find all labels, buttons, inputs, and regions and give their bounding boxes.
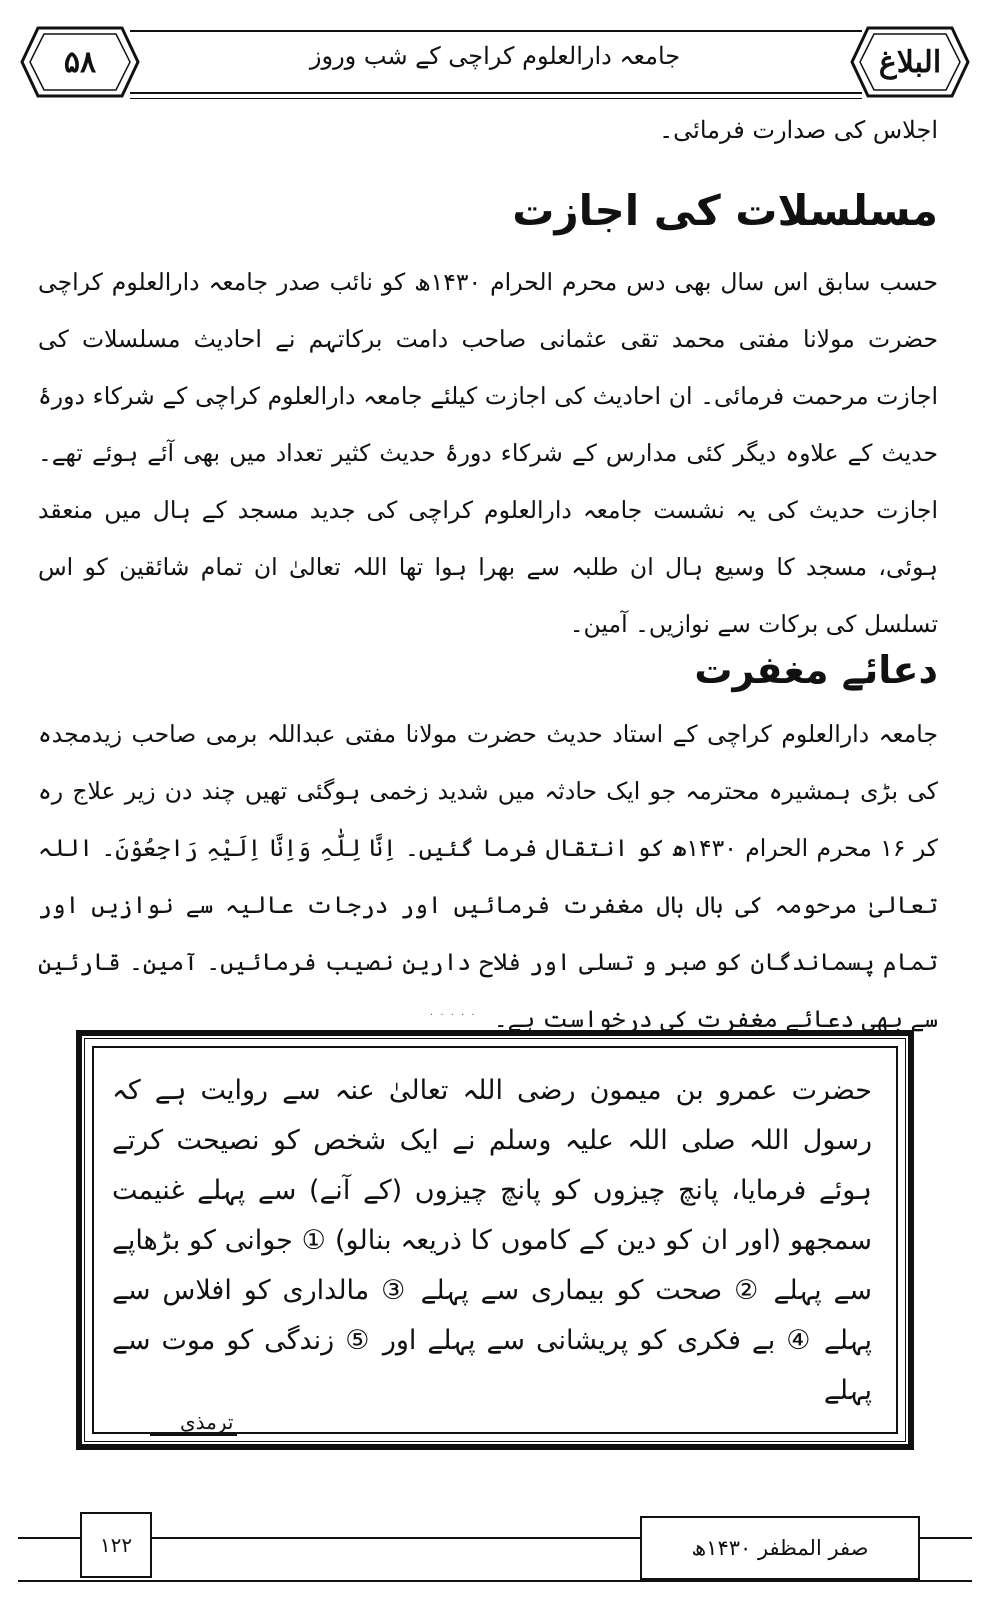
header-logo-box	[850, 26, 970, 98]
section2-heading: دعائے مغفرت	[694, 648, 938, 692]
section2-paragraph: جامعہ دارالعلوم کراچی کے استاد حدیث حضرت مولانا مفتی عبداللہ برمی صاحب زیدمجدہ کی بڑی ہمشیرہ محترمہ جو ایک حادثہ میں شدید زخمی ہوگئی تھیں چند دن زیر علاج رہ کر ۱۶ محرم الحرام ۱۴۳۰ھ کو انتقال فرما گئیں۔ اِنَّا لِلّٰہِ وَاِنَّا اِلَیْہِ رَاجِعُوْنَ۔ اللہ تعالیٰ مرحومہ کی بال بال مغفرت فرمائیں اور درجات عالیہ سے نوازیں اور تمام پسماندگان کو صبر و تسلی اور فلاح دارین نصیب فرمائیں۔ آمین۔ قارئین سے بھی دعائے مغفرت کی درخواست ہے۔	[38, 720, 938, 1033]
separator-ornament: · · · · ·	[430, 1010, 477, 1021]
footer-page-number: ۱۲۲	[80, 1512, 152, 1578]
footer-issue-date: صفر المظفر ۱۴۳۰ھ	[640, 1516, 920, 1580]
section1-heading: مسلسلات کی اجازت	[512, 186, 938, 235]
header-page-number: ۵۸	[63, 44, 97, 80]
header-rule-top	[130, 30, 862, 32]
footer-rule-bottom	[18, 1580, 972, 1582]
header-page-number-box	[20, 26, 140, 98]
header-rule-bottom-thin	[130, 98, 862, 99]
intro-line: اجلاس کی صدارت فرمائی۔	[659, 116, 938, 144]
hadith-text: حضرت عمرو بن میمون رضی اللہ تعالیٰ عنہ سے روایت ہے کہ رسول اللہ صلی اللہ علیہ وسلم نے ایک شخص کو نصیحت کرتے ہوئے فرمایا، پانچ چیزوں کو پانچ چیزوں (کے آنے) سے پہلے غنیمت سمجھو (اور ان کو دین کے کاموں کا ذریعہ بنالو) ① جوانی کو بڑھاپے سے پہلے ② صحت کو بیماری سے پہلے ③ مالداری کو افلاس سے پہلے ④ بے فکری کو پریشانی سے پہلے اور ⑤ زندگی کو موت سے پہلے	[112, 1075, 872, 1406]
hadith-source: ترمذی	[150, 1410, 237, 1436]
section1-paragraph: حسب سابق اس سال بھی دس محرم الحرام ۱۴۳۰ھ کو نائب صدر جامعہ دارالعلوم کراچی حضرت مولانا مفتی محمد تقی عثمانی صاحب دامت برکاتہم نے احادیث مسلسلات کی اجازت مرحمت فرمائی۔ ان احادیث کی اجازت کیلئے جامعہ دارالعلوم کراچی کے شرکاء دورۂ حدیث کے علاوہ دیگر کئی مدارس کے شرکاء دورۂ حدیث کثیر تعداد میں بھی آئے ہوئے تھے۔ اجازت حدیث کی یہ نشست جامعہ دارالعلوم کراچی کی جدید مسجد کے ہال میں منعقد ہوئی، مسجد کا وسیع ہال ان طلبہ سے بھرا ہوا تھا اللہ تعالیٰ ان تمام شائقین کو اس تسلسل کی برکات سے نوازیں۔ آمین۔	[38, 268, 938, 638]
header-logo: البلاغ	[878, 44, 942, 80]
header-title: جامعہ دارالعلوم کراچی کے شب وروز	[309, 42, 681, 70]
header-rule-bottom	[130, 92, 862, 94]
